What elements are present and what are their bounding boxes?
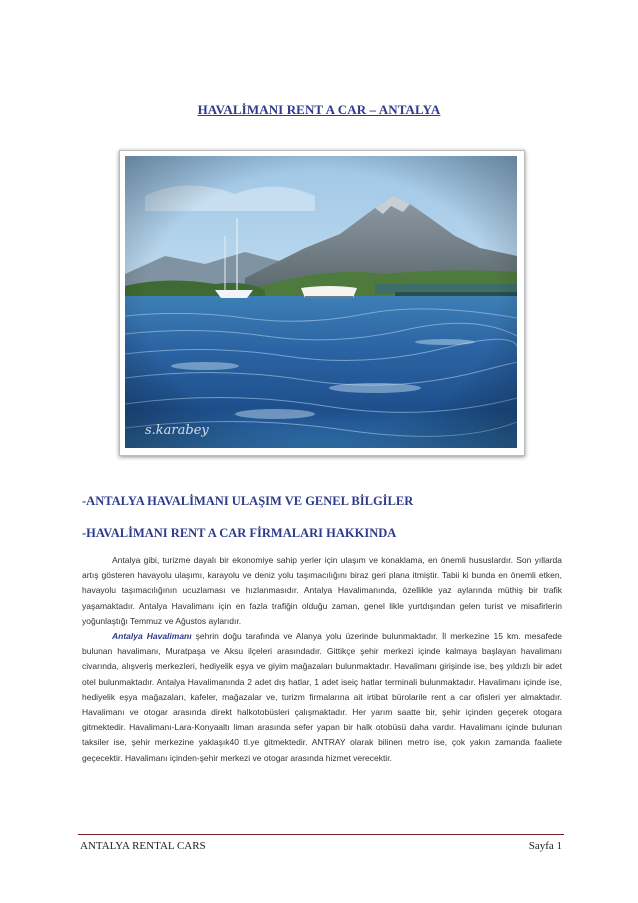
photo-watermark: s.karabey [145,423,209,438]
paragraph-intro-text: Antalya gibi, turizme dayalı bir ekonomiye sahip yerler için ulaşım ve konaklama, en önemli hususlardır. Son yıllarda artış gösteren havayolu ulaşımı, karayolu ve deniz yolu taşımacılığını biraz geri plana itmiştir. Tabii ki bunda en önemli etken, havayolu taşımacılığının ucuzlaması ve hızlanmasıdır. Antalya Havalimanında, özellikle yaz aylarında müthiş bir trafik yaşamaktadır. Antalya Havalimanı için en fazla trafiğin olduğu zaman, genel likle yurtdışından gelen turist ve misafirlerin yoğunlaştığı Temmuz ve Ağustos aylarıdır. [82,555,562,626]
footer-page-number: Sayfa 1 [528,840,562,852]
heading-rent-a-car: -HAVALİMANI RENT A CAR FİRMALARI HAKKINDA [82,526,397,540]
vignette [125,156,517,448]
airport-emphasis: Antalya Havalimanı [112,631,192,641]
page-title: HAVALİMANI RENT A CAR – ANTALYA [197,102,441,117]
paragraph-airport-text: şehrin doğu tarafında ve Alanya yolu üzerinde bulunmaktadır. İl merkezine 15 km. mesafede bulunan havalimanı, Muratpaşa ve Aksu ilçeleri arasındadır. Gittikçe şehir merkezi içinde kalmaya başlayan havalimanı civarında, alışveriş merkezleri, hediyelik eşya ve giyim mağazaları bulunmaktadır. Havalimanı girişinde ise, beş yıldızlı bir adet otel bulunmaktadır. Antalya Havalimanında 2 adet dış hatlar, 1 adet iseiç hatlar terminali bulunmaktadır. Havalimanı içinde ise, hediyelik eşya mağazaları, kafeler, mağazalar ve, turizm firmalarına ait irtibat bürolarile rent a car ofisleri yer almaktadır. Havalimanı ve otogar arasında direkt halkotobüsleri çalışmaktadır. Her yarım saatte bir, şehir içinden geçerek otogara gitmektedir. Havalimanı-Lara-Konyaaltı liman arasında sefer yapan bir halk otobüsü daha vardır. Havalimanı içinde bulunan taksiler ise, şehir merkezine yaklaşık40 tl.ye gitmektedir. ANTRAY olarak bilinen metro ise, çok yakın zamanda faaliete geçecektir. Havalimanı içinden-şehir merkezi ve otogar arasında hizmet verecektir. [82,631,563,763]
footer-rule [78,834,564,835]
harbor-mountain-photo [125,156,517,448]
paragraph-airport [82,629,562,766]
paragraph-intro [82,553,562,629]
photo-frame [119,150,525,456]
footer-company: ANTALYA RENTAL CARS [80,840,206,852]
heading-general-info: -ANTALYA HAVALİMANI ULAŞIM VE GENEL BİLGİLER [82,494,414,508]
